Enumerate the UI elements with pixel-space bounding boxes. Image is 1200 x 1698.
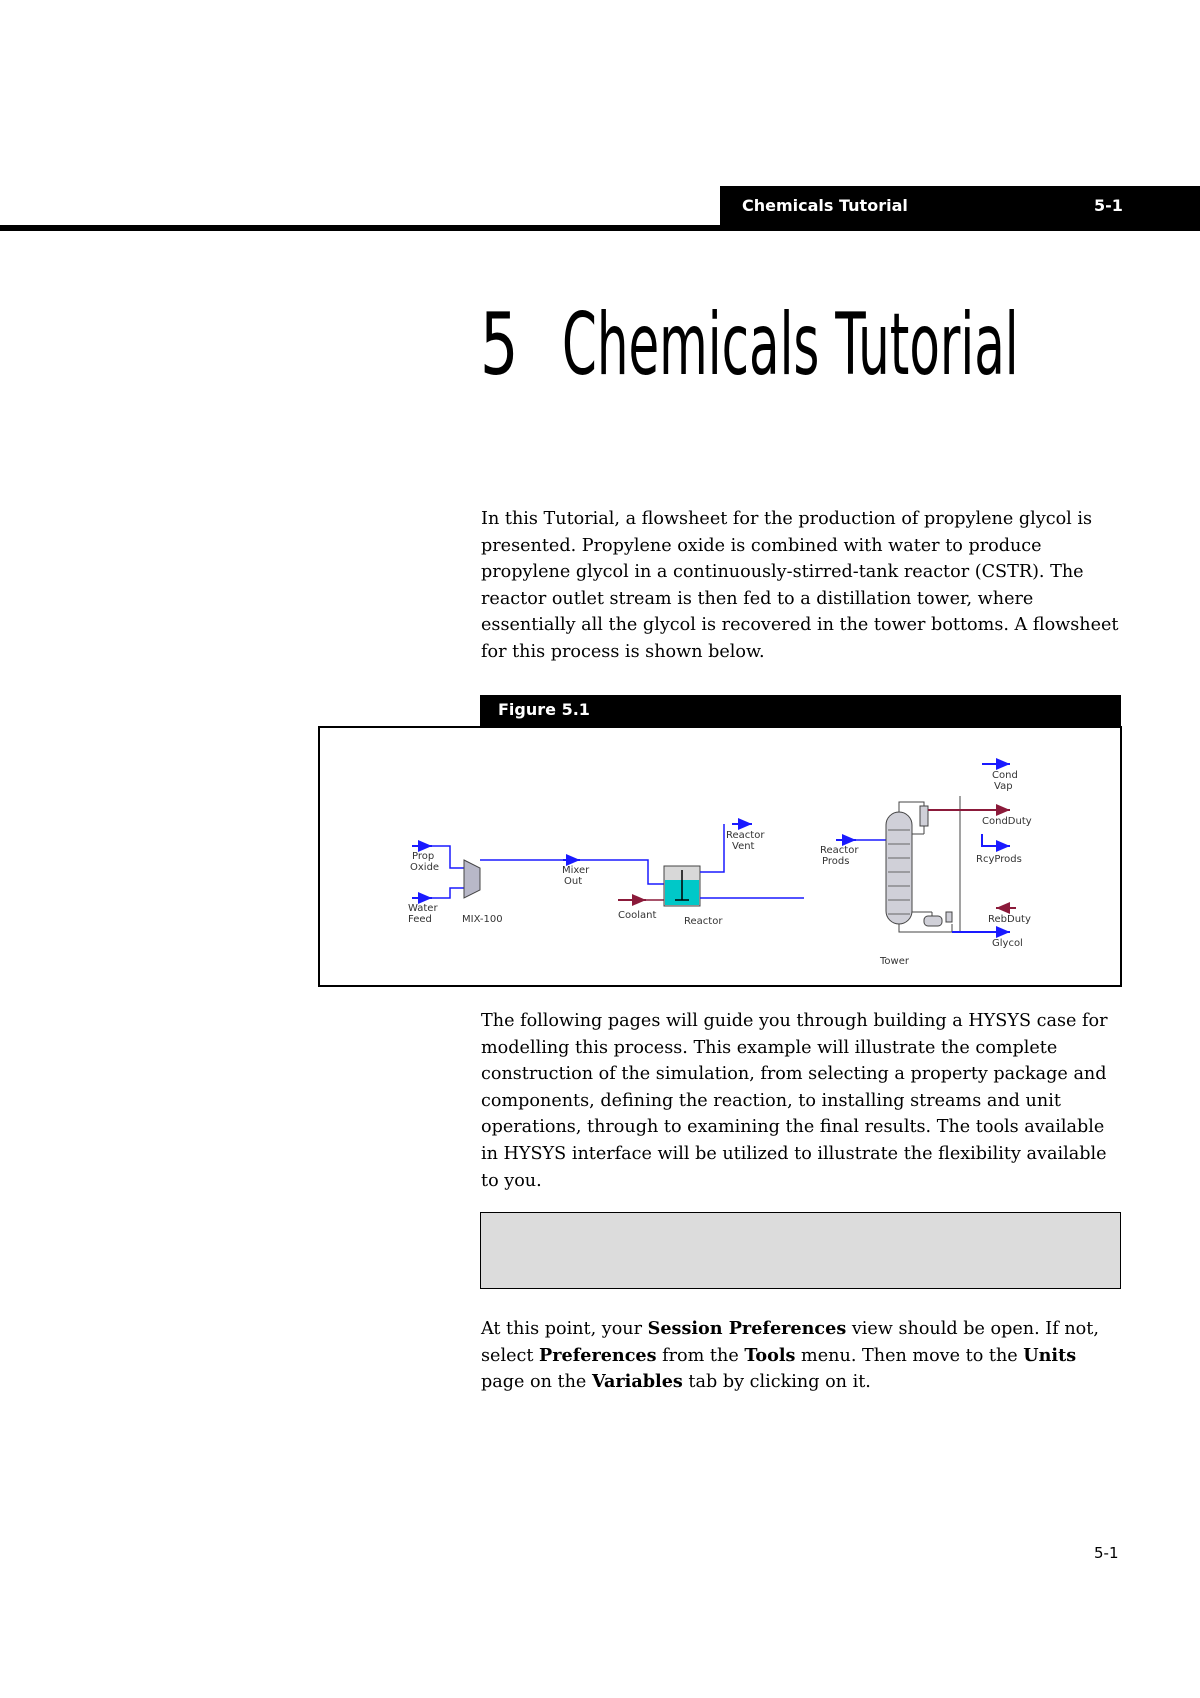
label-coolant: Coolant [618,910,657,921]
label-reactor-vent-1: Reactor [726,830,765,841]
pref-text-3: from the [656,1345,745,1366]
flowsheet-figure [318,726,1122,987]
label-reactor: Reactor [684,916,723,927]
ovhd-prods-stream [976,834,1022,865]
label-tower: Tower [880,956,909,967]
coolant-stream [618,900,664,921]
label-reactor-prods-1: Reactor [820,845,859,856]
figure-label: Figure 5.1 [498,700,590,719]
pref-text-4: menu. Then move to the [795,1345,1024,1366]
chapter-title: Chemicals Tutorial [562,295,1019,395]
glycol-stream [952,932,1023,949]
session-preferences-term: Session Preferences [647,1318,847,1339]
label-reactor-vent-2: Vent [732,841,755,852]
label-cond-vap-2: Vap [994,781,1013,792]
variables-term: Variables [591,1371,683,1393]
mixer-unit [462,860,503,925]
reactor-prods-stream [700,840,886,898]
svg-text:Prop [412,851,434,862]
intro-paragraph: In this Tutorial, a flowsheet for the production of propylene glycol is presented. Propylene oxide is combined with water to produce propylene glycol in a continuously-stirred-tank reactor (CSTR). The reactor outlet stream is then fed to a distillation tower, where essentially all the glycol is recovered in the tower bottoms. A flowsheet for this process is shown below. [481,509,1119,662]
svg-text:Feed [408,914,432,925]
water-feed-stream [408,888,464,925]
pref-text-5: page on the [481,1372,592,1393]
cond-vap-stream [982,764,1018,792]
label-cond-vap-1: Cond [992,770,1018,781]
units-term: Units [1023,1344,1077,1366]
footer-page-number: 5-1 [1094,1544,1119,1562]
label-cond-duty: CondDuty [982,816,1032,827]
reactor-vent-stream [700,824,765,872]
svg-text:Water [408,903,438,914]
prop-oxide-stream [410,846,464,873]
guide-paragraph: The following pages will guide you through building a HYSYS case for modelling this process. This example will illustrate the complete construction of the simulation, from selecting a property package and components, defining the reaction, to installing streams and unit operations, through to examining the final results. The tools available in HYSYS interface will be utilized to illustrate the flexibility available to you. [481,1011,1108,1191]
label-ovhd-prods: RcyProds [976,854,1022,865]
preferences-term: Preferences [539,1344,657,1366]
mixer-out-stream [480,860,682,887]
cond-duty-stream [928,810,1032,827]
label-prop: Prop [412,851,435,862]
reactor-unit [664,866,723,927]
label-mixer: MIX-100 [462,914,503,925]
flowsheet-diagram [320,728,1120,985]
label-mixer-out-1: Mixer [562,865,590,876]
preferences-paragraph [481,1316,1121,1396]
label-reb-duty: RebDuty [988,914,1031,925]
label-glycol: Glycol [992,938,1023,949]
pref-text-1: At this point, your [481,1319,648,1339]
pref-text-2: view should be open. If not, select [481,1319,1099,1366]
tools-term: Tools [744,1344,796,1366]
label-feed: Feed [408,914,432,925]
reb-duty-stream [988,908,1031,925]
label-reactor-prods-2: Prods [822,856,850,867]
label-water: Water [408,903,438,914]
label-mixer-out-2: Out [564,876,583,887]
distillation-tower [879,796,960,967]
label-oxide: Oxide [410,862,440,873]
header-page-number: 5-1 [1094,196,1123,215]
svg-text:Oxide [410,862,439,873]
chapter-number: 5 [480,295,519,395]
note-box [480,1212,1121,1289]
header-title: Chemicals Tutorial [742,196,908,215]
pref-text-6: tab by clicking on it. [682,1372,871,1393]
